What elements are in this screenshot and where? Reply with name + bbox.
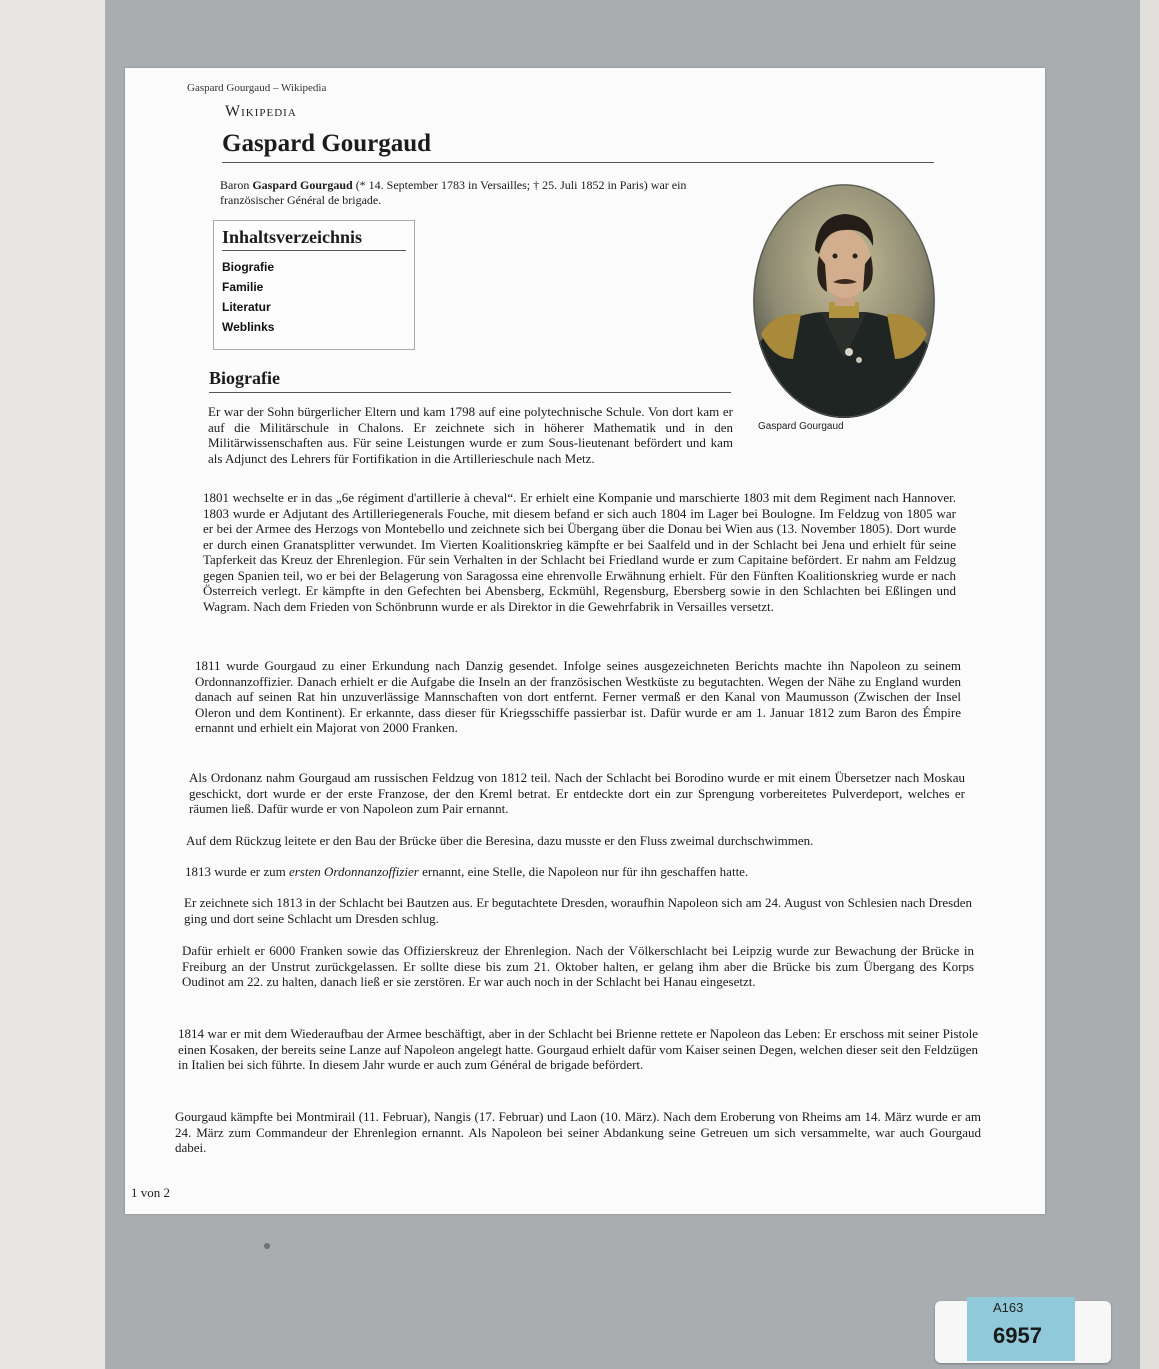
image-caption: Gaspard Gourgaud bbox=[758, 421, 844, 432]
intro-rest: (* 14. September 1783 in Versailles; † 25. Juli 1852 in Paris) war ein französischer Général de brigade. bbox=[220, 178, 687, 207]
archive-number: 6957 bbox=[993, 1323, 1042, 1348]
paragraph-8: Dafür erhielt er 6000 Franken sowie das Offizierskreuz der Ehrenlegion. Nach der Völkerschlacht bei Leipzig wurde zur Bewachung der Brücke in Freiburg an der Unstrut zurückgelassen. Er sollte diese bis zum 21. Oktober halten, er gelang ihm aber die Brücke bis zum Übergang des Korps Oudinot am 22. zu halten, danach ließ er sie zerstören. Er war auch noch in der Schlacht bei Hanau eingesetzt. bbox=[182, 943, 974, 989]
portrait-image[interactable] bbox=[753, 184, 935, 418]
paragraph-9: 1814 war er mit dem Wiederaufbau der Armee beschäftigt, aber in der Schlacht bei Brienne rettete er Napoleon das Leben: Er erschoss mit seiner Pistole einen Kosaken, der bereits seine Lanze auf Napoleon angelegt hatte. Gourgaud erhielt dafür vom Kaiser seinen Degen, welchen dieser seit den Feldzügen in Italien bei sich führte. In diesem Jahr wurde er auch zum Général de brigade befördert. bbox=[178, 1026, 978, 1072]
paragraph-1: Er war der Sohn bürgerlicher Eltern und kam 1798 auf eine polytechnische Schule. Von dort kam er auf die Militärschule in Chalons. Er zeichnete sich in höherer Mathematik und in den Militärwissenschaften aus. Für seine Leistungen wurde er zum Sous-lieutenant befördert und kam als Adjunct des Lehrers für Fortifikation in die Artillerieschule nach Metz. bbox=[208, 404, 733, 466]
table-of-contents bbox=[213, 220, 415, 350]
paragraph-3: 1811 wurde Gourgaud zu einer Erkundung nach Danzig gesendet. Infolge seines ausgezeichneten Berichts machte ihn Napoleon zu seinem Ordonnanzoffizier. Danach erhielt er die Aufgabe die Inseln an der französischen Westküste zu begutachten. Wegen der Nähe zu England wurden danach auf seinen Rat hin unzuverlässige Mannschaften von dort entfernt. Ferner vermaß er den Kanal von Maumusson (Zwischen der Insel Oleron und dem Kontinent). Er erkannte, dass dieser für Kriegsschiffe passierbar ist. Dafür wurde er am 1. Januar 1812 zum Baron des Émpire ernannt und erhielt ein Majorat von 2000 Franken. bbox=[195, 658, 961, 735]
paragraph-2: 1801 wechselte er in das „6e régiment d'artillerie à cheval“. Er erhielt eine Kompanie und marschierte 1803 mit dem Regiment nach Hannover. 1803 wurde er Adjutant des Artilleriegenerals Fouche, mit diesem befand er sich auch 1804 im Lager bei Boulogne. Im Feldzug von 1805 war er bei der Armee des Herzogs von Montebello und zeichnete sich bei Übergang über die Donau bei Wien aus (13. November 1805). Dort wurde er durch einen Granatsplitter verwundet. Im Vierten Koalitionskrieg kämpfte er bei Saalfeld und in der Schlacht bei Jena und erhielt für seine Tapferkeit das Kreuz der Ehrenlegion. Für sein Verhalten in der Schlacht bei Friedland wurde er zum Capitaine befördert. Er nahm am Feldzug gegen Spanien teil, wo er bei der Belagerung von Saragossa eine ehrenvolle Erwähnung erhielt. Für den Fünften Koalitionskrieg wurde er nach Österreich verlegt. Er kämpfte in den Gefechten bei Abensberg, Eckmühl, Regensburg, Ebersberg sowie in den Schlachten bei Eßlingen und Wagram. Nach dem Frieden von Schönbrunn wurde er als Direktor in die Gewehrfabrik in Versailles versetzt. bbox=[203, 490, 956, 614]
paragraph-6-emphasis: ersten Ordonnanzoffizier bbox=[288, 864, 419, 879]
paragraph-10: Gourgaud kämpfte bei Montmirail (11. Februar), Nangis (17. Februar) und Laon (10. März). Nach dem Eroberung von Rheims am 14. März wurde er am 24. März zum Commandeur der Ehrenlegion ernannt. Als Napoleon bei seiner Abdankung seine Getreuen um sich versammelte, war auch Gourgaud dabei. bbox=[175, 1109, 981, 1155]
page-indicator: 1 von 2 bbox=[131, 1185, 170, 1200]
wall-background-right bbox=[1140, 0, 1159, 1369]
paragraph-7: Er zeichnete sich 1813 in der Schlacht bei Bautzen aus. Er begutachtete Dresden, woraufhin Napoleon sich am 24. August von Schlesien nach Dresden ging und dort seine Schlacht um Dresden schlug. bbox=[184, 895, 972, 926]
toc-item-biografie[interactable]: Biografie bbox=[222, 260, 275, 274]
browser-title: Gaspard Gourgaud – Wikipedia bbox=[187, 82, 327, 94]
paragraph-5: Auf dem Rückzug leitete er den Bau der Brücke über die Beresina, dazu musste er den Fluss zweimal durchschwimmen. bbox=[186, 833, 814, 848]
pin-hole bbox=[264, 1243, 270, 1249]
paragraph-4: Als Ordonanz nahm Gourgaud am russischen Feldzug von 1812 teil. Nach der Schlacht bei Borodino wurde er mit einem Übersetzer nach Moskau geschickt, dort wurde er der erste Franzose, der den Kreml betrat. Er entdeckte dort ein zur Sprengung vorbereitetes Pulverdeport, welches er räumen ließ. Dafür wurde er von Napoleon zum Pair ernannt. bbox=[189, 770, 965, 816]
paragraph-6-pre: 1813 wurde er zum bbox=[185, 864, 289, 879]
page-title: Gaspard Gourgaud bbox=[222, 130, 934, 163]
toc-item-literatur[interactable]: Literatur bbox=[222, 300, 271, 314]
paragraph-6-post: ernannt, eine Stelle, die Napoleon nur für ihn geschaffen hatte. bbox=[418, 864, 749, 879]
intro-paragraph bbox=[220, 178, 730, 208]
toc-item-weblinks[interactable]: Weblinks bbox=[222, 320, 275, 334]
printed-page bbox=[125, 68, 1045, 1214]
toc-item-familie[interactable]: Familie bbox=[222, 280, 264, 294]
paragraph-6 bbox=[185, 864, 971, 880]
archive-code: A163 bbox=[993, 1300, 1024, 1315]
intro-name: Gaspard Gourgaud bbox=[252, 178, 353, 192]
wall-background bbox=[0, 0, 105, 1369]
archive-label bbox=[935, 1301, 1111, 1363]
wikipedia-logo: Wikipedia bbox=[225, 103, 297, 120]
toc-title: Inhaltsverzeichnis bbox=[222, 227, 406, 251]
intro-prefix: Baron bbox=[220, 178, 253, 192]
section-title-biografie: Biografie bbox=[209, 368, 731, 393]
